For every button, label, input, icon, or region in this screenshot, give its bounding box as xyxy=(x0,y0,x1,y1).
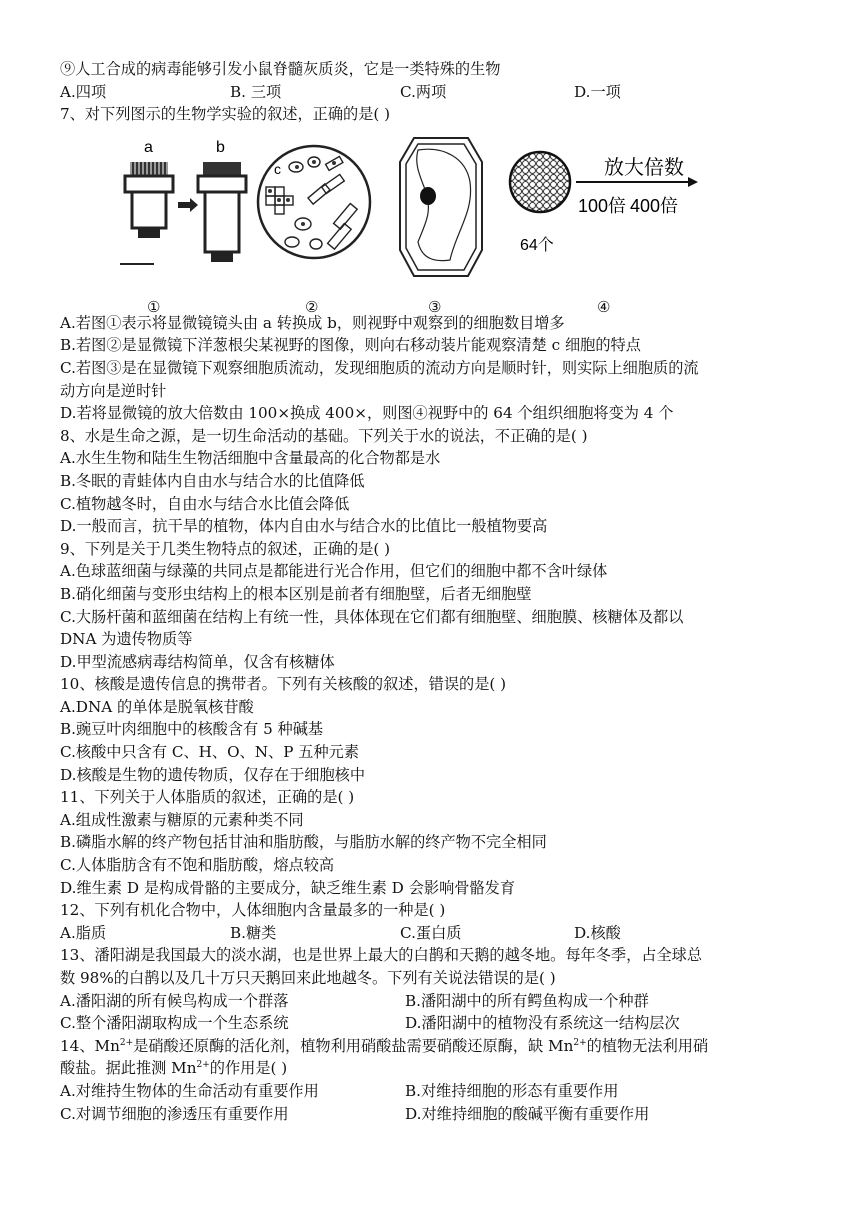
q10-option-b: B.豌豆叶肉细胞中的核酸含有 5 种碱基 xyxy=(60,720,324,739)
q14-sup-2: 2+ xyxy=(573,1037,587,1048)
magnification-high: 400倍 xyxy=(630,195,679,216)
q11-option-c: C.人体脂肪含有不饱和脂肪酸，熔点较高 xyxy=(60,856,335,875)
q14-text-1: 14、Mn xyxy=(60,1036,120,1055)
question-13: 13、潘阳湖是我国最大的淡水湖，也是世界上最大的白鹊和天鹅的越冬地。每年冬季，占全球总 xyxy=(60,946,703,965)
q9-option-b: B.硝化细菌与变形虫结构上的根本区别是前者有细胞壁，后者无细胞壁 xyxy=(60,584,532,603)
q12-options xyxy=(60,922,805,945)
option-c: C.两项 xyxy=(400,82,447,101)
q10-option-d: D.核酸是生物的遗传物质，仅存在于细胞核中 xyxy=(60,765,366,784)
q14-sup-1: 2+ xyxy=(119,1037,134,1048)
question-12: 12、下列有机化合物中，人体细胞内含量最多的一种是( ) xyxy=(60,901,446,920)
question-11: 11、下列关于人体脂质的叙述，正确的是( ) xyxy=(60,788,355,807)
q14-text-5: 的作用是( ) xyxy=(209,1059,288,1078)
q11-option-d: D.维生素 D 是构成骨骼的主要成分，缺乏维生素 D 会影响骨骼发育 xyxy=(60,878,516,897)
question-14 xyxy=(60,1035,805,1058)
field-of-view-figure xyxy=(508,132,708,282)
figure-row xyxy=(60,126,805,316)
q8-option-d: D.一般而言，抗干旱的植物，体内自由水与结合水的比值比一般植物要高 xyxy=(60,517,548,536)
q8-option-a: A.水生生物和陆生生物活细胞中含量最高的化合物都是水 xyxy=(60,449,441,468)
option-a: A.潘阳湖的所有候鸟构成一个群落 xyxy=(60,991,289,1010)
option-d: D.对维持细胞的酸碱平衡有重要作用 xyxy=(405,1104,650,1123)
q14-options-ab xyxy=(60,1080,805,1103)
q14-sup-3: 2+ xyxy=(196,1060,210,1071)
option-b: B.糖类 xyxy=(230,923,277,942)
plant-cell-figure xyxy=(396,132,486,282)
statement-9: ⑨人工合成的病毒能够引发小鼠脊髓灰质炎，它是一类特殊的生物 xyxy=(60,60,501,78)
q11-option-a: A.组成性激素与糖原的元素种类不同 xyxy=(60,810,304,829)
q8-option-b: B.冬眠的青蛙体内自由水与结合水的比值降低 xyxy=(60,471,365,490)
caption-3: ③ xyxy=(428,297,442,316)
option-b: B.对维持细胞的形态有重要作用 xyxy=(405,1081,619,1100)
question-13-cont: 数 98%的白鹊以及几十万只天鹅回来此地越冬。下列有关说法错误的是( ) xyxy=(60,969,556,987)
root-tip-view-figure xyxy=(256,132,376,272)
caption-4: ④ xyxy=(597,297,611,316)
question-9: 9、下列是关于几类生物特点的叙述，正确的是( ) xyxy=(60,539,391,558)
q14-text-3: 的植物无法利用硝 xyxy=(586,1036,709,1055)
q10-option-c: C.核酸中只含有 C、H、O、N、P 五种元素 xyxy=(60,743,360,762)
option-d: D.核酸 xyxy=(574,923,621,942)
q13-options-ab xyxy=(60,990,805,1013)
option-d: D.一项 xyxy=(574,82,621,101)
option-c: C.对调节细胞的渗透压有重要作用 xyxy=(60,1104,289,1123)
q14-text-2: 是硝酸还原酶的活化剂，植物利用硝酸盐需要硝酸还原酶，缺 Mn xyxy=(133,1036,574,1055)
option-a: A.脂质 xyxy=(60,923,107,942)
option-a: A.四项 xyxy=(60,82,107,101)
caption-1: ① xyxy=(147,297,161,316)
q9-option-a: A.色球蓝细菌与绿藻的共同点是都能进行光合作用，但它们的细胞中都不含叶绿体 xyxy=(60,562,608,581)
q9-option-d: D.甲型流感病毒结构简单，仅含有核糖体 xyxy=(60,652,335,671)
question-7: 7、对下列图示的生物学实验的叙述，正确的是( ) xyxy=(60,105,391,124)
q7-option-c-cont: 动方向是逆时针 xyxy=(60,381,167,400)
option-c: C.蛋白质 xyxy=(400,923,462,942)
q10-option-a: A.DNA 的单体是脱氧核苷酸 xyxy=(60,697,254,716)
caption-2: ② xyxy=(305,297,319,316)
q6-options xyxy=(60,81,805,104)
lens-b-label: b xyxy=(216,138,225,156)
q7-option-a: A.若图①表示将显微镜镜头由 a 转换成 b，则视野中观察到的细胞数目增多 xyxy=(60,313,565,332)
magnification-arrow-label: 放大倍数 xyxy=(604,156,684,179)
q14-text-4: 酸盐。据此推测 Mn xyxy=(60,1059,197,1078)
q13-options-cd xyxy=(60,1012,805,1035)
magnification-low: 100倍 xyxy=(578,195,627,216)
option-d: D.潘阳湖中的植物没有系统这一结构层次 xyxy=(405,1014,680,1033)
lens-a-label: a xyxy=(144,138,153,156)
q14-options-cd xyxy=(60,1103,805,1126)
option-c: C.整个潘阳湖取构成一个生态系统 xyxy=(60,1014,289,1033)
objective-lens-figure xyxy=(90,132,225,292)
question-8: 8、水是生命之源，是一切生命活动的基础。下列关于水的说法，不正确的是( ) xyxy=(60,426,588,445)
option-a: A.对维持生物体的生命活动有重要作用 xyxy=(60,1081,319,1100)
question-14-cont xyxy=(60,1057,805,1080)
q11-option-b: B.磷脂水解的终产物包括甘油和脂肪酸，与脂肪水解的终产物不完全相同 xyxy=(60,833,547,852)
cell-count-label: 64个 xyxy=(520,236,554,254)
q9-option-c-cont: DNA 为遗传物质等 xyxy=(60,630,193,649)
q9-option-c: C.大肠杆菌和蓝细菌在结构上有统一性，具体体现在它们都有细胞壁、细胞膜、核糖体及都以 xyxy=(60,607,684,626)
question-10: 10、核酸是遗传信息的携带者。下列有关核酸的叙述，错误的是( ) xyxy=(60,675,507,694)
exam-page xyxy=(60,58,805,1125)
option-b: B. 三项 xyxy=(230,82,282,101)
option-b: B.潘阳湖中的所有鳄鱼构成一个种群 xyxy=(405,991,649,1010)
q8-option-c: C.植物越冬时，自由水与结合水比值会降低 xyxy=(60,494,350,513)
q7-option-d: D.若将显微镜的放大倍数由 100×换成 400×，则图④视野中的 64 个组织细胞将变为 4 个 xyxy=(60,404,674,423)
q7-option-b: B.若图②是显微镜下洋葱根尖某视野的图像，则向右移动装片能观察清楚 c 细胞的特点 xyxy=(60,336,641,355)
cell-c-label: c xyxy=(274,160,281,177)
q7-option-c: C.若图③是在显微镜下观察细胞质流动，发现细胞质的流动方向是顺时针，则实际上细胞质的流 xyxy=(60,358,699,377)
